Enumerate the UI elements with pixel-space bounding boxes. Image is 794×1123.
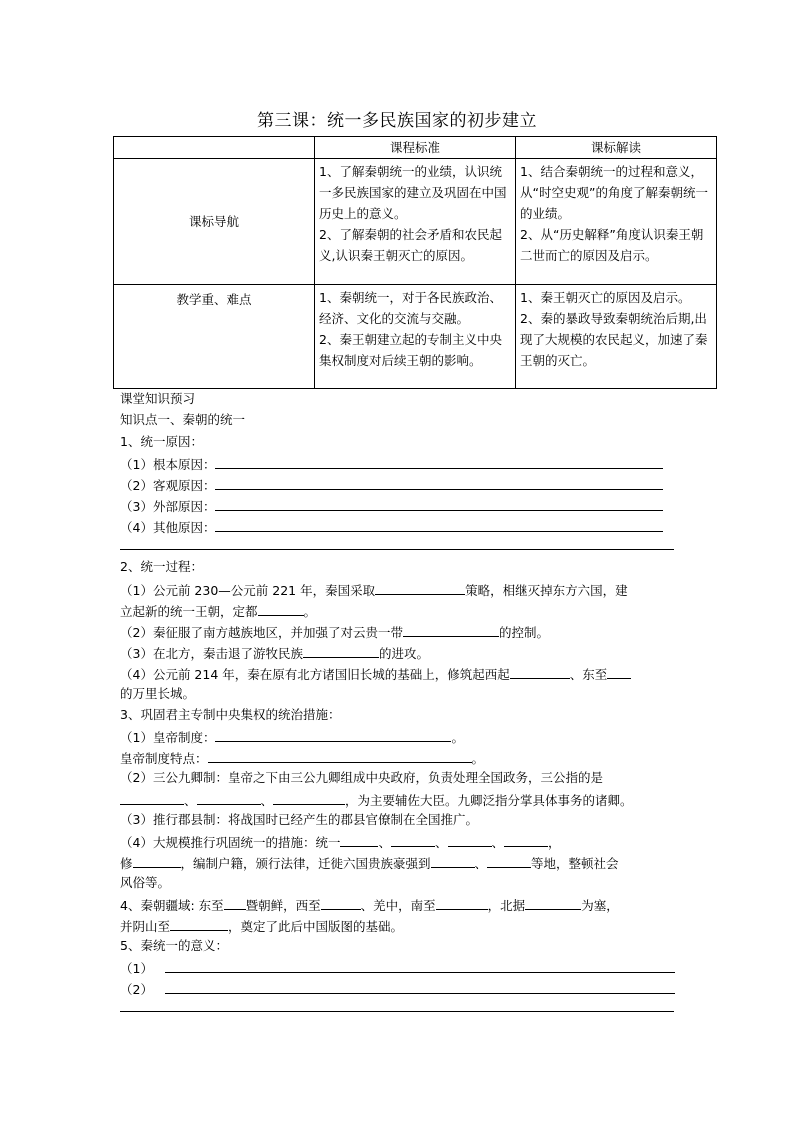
answer-blank[interactable] <box>487 853 531 868</box>
subsection-title: 2、统一过程： <box>120 559 203 574</box>
significance-line <box>120 958 675 978</box>
knowledge-point-heading: 知识点一、秦朝的统一 <box>120 412 246 427</box>
text-fragment: 、 <box>184 793 197 808</box>
fill-label: （1） <box>120 961 153 976</box>
text-fragment: 并阴山至 <box>120 919 171 934</box>
fill-label: （4）其他原因： <box>120 520 216 535</box>
answer-blank[interactable] <box>197 790 261 805</box>
reading-item: 2、从“历史解释”角度认识秦王朝二世而亡的原因及启示。 <box>520 227 704 263</box>
text-fragment: 的控制。 <box>498 625 549 640</box>
worksheet-body <box>120 0 680 1123</box>
subsection-title: 5、秦统一的意义： <box>120 938 228 953</box>
answer-blank[interactable] <box>321 895 361 910</box>
fill-line-external-cause <box>120 496 663 516</box>
text-fragment: 、 <box>491 835 505 850</box>
col-header-standard: 课程标准 <box>315 137 516 159</box>
col-header-reading: 课标解读 <box>516 137 717 159</box>
fill-line-other-cause <box>120 517 663 537</box>
text-fragment: 。 <box>303 604 317 619</box>
text-fragment: 的进攻。 <box>378 646 429 661</box>
text-fragment: ，为主要辅佐大臣。九卿泛指分掌具体事务的诸卿。 <box>345 793 633 808</box>
answer-blank[interactable] <box>436 895 488 910</box>
row-label-navigation: 课标导航 <box>114 159 315 285</box>
reading-item: 2、秦的暴政导致秦朝统治后期,出现了大规模的农民起义，加速了秦王朝的灭亡。 <box>520 311 708 368</box>
measure-line: （2）三公九卿制：皇帝之下由三公九卿组成中央政府，负责处理全国政务，三公指的是 <box>120 770 603 785</box>
text-fragment: 修 <box>120 856 133 871</box>
answer-blank[interactable] <box>215 475 663 490</box>
text-fragment: 等地，整顿社会 <box>531 856 619 871</box>
answer-blank[interactable] <box>120 790 184 805</box>
answer-blank[interactable] <box>431 853 475 868</box>
answer-blank[interactable] <box>448 832 492 847</box>
text-fragment: （1）皇帝制度： <box>120 730 216 745</box>
text-fragment: 为塞， <box>581 898 619 913</box>
text-fragment: （2）秦征服了南方越族地区，并加强了对云贵一带 <box>120 625 403 640</box>
process-line <box>120 664 631 684</box>
process-line <box>120 601 316 621</box>
answer-blank[interactable] <box>165 958 675 973</box>
page-title: 第三课：统一多民族国家的初步建立 <box>257 111 537 131</box>
territory-line <box>120 895 619 915</box>
text-fragment: 、东至 <box>569 667 608 682</box>
measure-line <box>120 727 464 747</box>
text-fragment: ，奠定了此后中国版图的基础。 <box>228 919 404 934</box>
process-line <box>120 580 628 600</box>
answer-blank[interactable] <box>215 727 451 742</box>
text-fragment: ， <box>548 835 561 850</box>
answer-blank[interactable] <box>258 601 304 616</box>
text-fragment: 、 <box>434 835 448 850</box>
text-fragment: 、 <box>474 856 488 871</box>
answer-blank[interactable] <box>170 916 228 931</box>
significance-line <box>120 979 675 999</box>
measure-line <box>120 853 619 873</box>
measure-line: 风俗等。 <box>120 875 171 890</box>
answer-blank[interactable] <box>504 832 548 847</box>
answer-blank[interactable] <box>273 790 345 805</box>
measure-line <box>120 832 561 852</box>
process-line <box>120 643 429 663</box>
text-fragment: 。 <box>451 730 464 745</box>
fill-label: （3）外部原因： <box>120 499 216 514</box>
text-fragment: （4）公元前 214 年，秦在原有北方诸国旧长城的基础上，修筑起西起 <box>120 667 510 682</box>
measure-line: （3）推行郡县制：将战国时已经产生的郡县官僚制在全国推广。 <box>120 812 478 827</box>
answer-blank[interactable] <box>215 496 663 511</box>
text-fragment: ，编制户籍，颁行法律，迁徙六国贵族豪强到 <box>180 856 431 871</box>
text-fragment: （3）在北方，秦击退了游牧民族 <box>120 646 303 661</box>
answer-blank[interactable] <box>340 832 378 847</box>
answer-blank[interactable] <box>525 895 581 910</box>
subsection-title: 3、巩固君主专制中央集权的统治措施： <box>120 707 341 722</box>
section-heading: 课堂知识预习 <box>120 391 196 406</box>
answer-blank[interactable] <box>208 748 472 763</box>
answer-blank[interactable] <box>510 664 570 679</box>
text-fragment: 4、秦朝疆域: 东至 <box>120 898 224 913</box>
standard-item: 1、秦朝统一，对于各民族政治、经济、文化的交流与交融。 <box>319 290 502 326</box>
answer-blank[interactable] <box>391 832 435 847</box>
answer-blank[interactable] <box>133 853 181 868</box>
answer-blank[interactable] <box>215 517 663 532</box>
process-line: 的万里长城。 <box>120 686 196 701</box>
fill-line-objective-cause <box>120 475 663 495</box>
text-fragment: 、 <box>378 835 391 850</box>
answer-rule[interactable] <box>120 549 674 550</box>
measure-line <box>120 790 633 810</box>
answer-blank[interactable] <box>607 664 631 679</box>
answer-blank[interactable] <box>403 622 499 637</box>
reading-item: 1、秦王朝灭亡的原因及启示。 <box>520 290 691 305</box>
fill-line-root-cause <box>120 454 663 474</box>
text-fragment: 。 <box>471 751 485 766</box>
answer-blank[interactable] <box>165 979 675 994</box>
answer-blank[interactable] <box>215 454 663 469</box>
standard-item: 1、了解秦朝统一的业绩，认识统一多民族国家的建立及巩固在中国历史上的意义。 <box>319 164 507 221</box>
text-fragment: 暨朝鲜，西至 <box>245 898 321 913</box>
process-line <box>120 622 549 642</box>
text-fragment: ，北据 <box>487 898 526 913</box>
answer-blank[interactable] <box>303 643 379 658</box>
fill-label: （2）客观原因： <box>120 478 216 493</box>
answer-blank[interactable] <box>375 580 465 595</box>
row-label-key-points: 教学重、难点 <box>114 285 315 389</box>
territory-line <box>120 916 403 936</box>
text-fragment: （4）大规模推行巩固统一的措施：统一 <box>120 835 341 850</box>
reading-item: 1、结合秦朝统一的过程和意义，从“时空史观”的角度了解秦朝统一的业绩。 <box>520 164 708 221</box>
text-fragment: 立起新的统一王朝，定都 <box>120 604 258 619</box>
subsection-title: 1、统一原因： <box>120 434 203 449</box>
fill-label: （1）根本原因： <box>120 457 216 472</box>
text-fragment: 、 <box>260 793 274 808</box>
fill-label: （2） <box>120 982 153 997</box>
text-fragment: （1）公元前 230—公元前 221 年，秦国采取 <box>120 583 376 598</box>
text-fragment: 策略，相继灭掉东方六国，建 <box>465 583 628 598</box>
standard-item: 2、秦王朝建立起的专制主义中央集权制度对后续王朝的影响。 <box>319 332 502 368</box>
text-fragment: 、羌中，南至 <box>360 898 436 913</box>
text-fragment: 皇帝制度特点： <box>120 751 208 766</box>
measure-line <box>120 748 484 768</box>
answer-blank[interactable] <box>224 895 246 910</box>
standard-item: 2、了解秦朝的社会矛盾和农民起义,认识秦王朝灭亡的原因。 <box>319 227 502 263</box>
answer-rule[interactable] <box>120 1011 674 1012</box>
